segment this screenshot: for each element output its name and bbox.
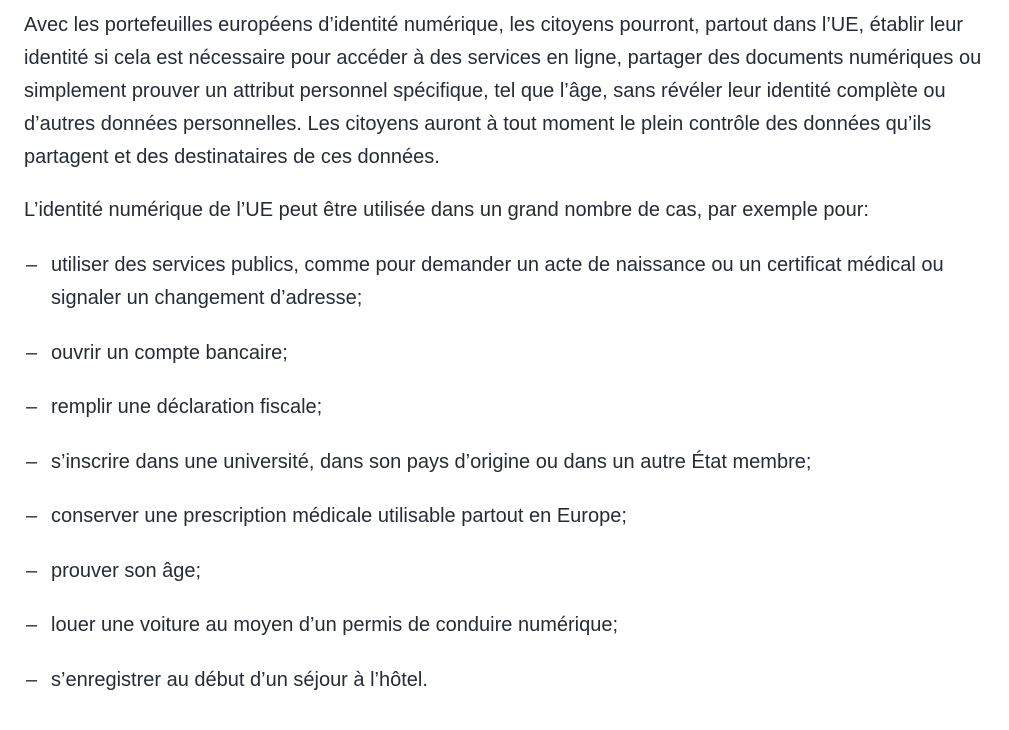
document-body [24, 9, 999, 718]
list-dash: – [26, 341, 38, 364]
list-dash: – [26, 668, 38, 691]
list-dash: – [26, 614, 38, 636]
list-dash: – [26, 450, 38, 473]
list-item [24, 391, 999, 424]
list-item-text: s’enregistrer au début d’un séjour à l’hôtel. [51, 668, 428, 691]
list-item [24, 609, 999, 642]
list-item-text: ouvrir un compte bancaire; [51, 341, 288, 364]
list-item-text: utiliser des services publics, comme pour demander un acte de naissance ou un certificat médical ou signaler un changement d’adresse; [51, 254, 944, 309]
list-item-text: louer une voiture au moyen d’un permis de conduire numérique; [51, 614, 619, 636]
list-item [24, 337, 999, 370]
use-case-list [24, 249, 999, 697]
list-dash: – [26, 559, 38, 582]
list-item [24, 500, 999, 533]
list-item [24, 446, 999, 479]
list-item [24, 249, 999, 315]
intro-paragraph: Avec les portefeuilles européens d’identité numérique, les citoyens pourront, partout dans l’UE, établir leur identité si cela est nécessaire pour accéder à des services en ligne, partager des documents numériques ou simplement prouver un attribut personnel spécifique, tel que l’âge, sans révéler leur identité complète ou d’autres données personnelles. Les citoyens auront à tout moment le plein contrôle des données qu’ils partagent et des destinataires de ces données. [24, 14, 982, 168]
list-item-text: conserver une prescription médicale utilisable partout en Europe; [51, 505, 627, 527]
list-dash: – [26, 254, 38, 276]
list-item-text: prouver son âge; [51, 559, 202, 582]
list-dash: – [26, 396, 38, 418]
list-item [24, 664, 999, 697]
list-item [24, 555, 999, 588]
list-item-text: s’inscrire dans une université, dans son pays d’origine ou dans un autre État membre; [51, 450, 812, 473]
use-cases-intro: L’identité numérique de l’UE peut être utilisée dans un grand nombre de cas, par exemple pour: [24, 199, 869, 221]
list-dash: – [26, 505, 38, 527]
list-item-text: remplir une déclaration fiscale; [51, 396, 323, 418]
